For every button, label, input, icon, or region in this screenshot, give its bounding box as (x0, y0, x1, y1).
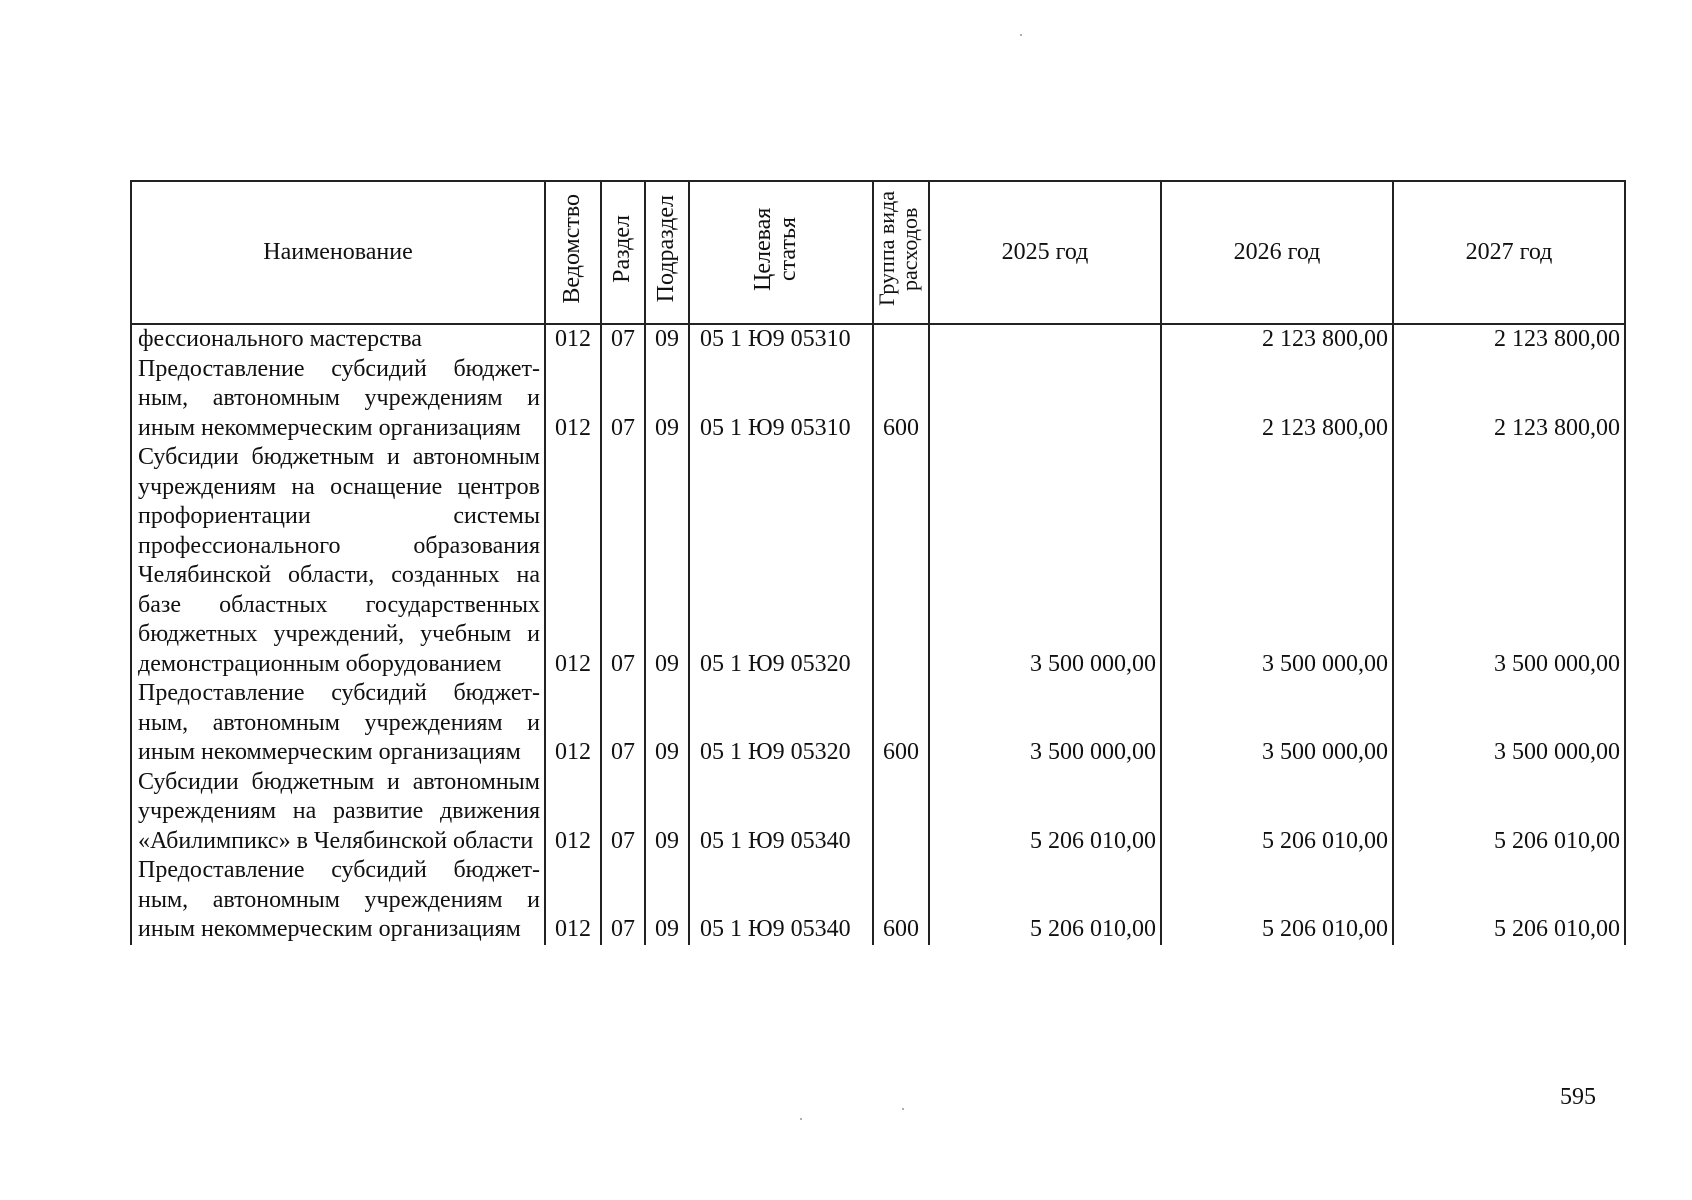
header-celevaya-statya-label: Целевая статья (750, 207, 802, 291)
header-gruppa-vida-rashodov (873, 181, 929, 324)
header-name (131, 181, 545, 324)
header-name-label: Наименование (263, 239, 413, 265)
row-podrazdel: 09 (645, 324, 689, 355)
row-razdel: 07 (601, 679, 645, 768)
header-celevaya-statya (689, 181, 873, 324)
header-year-2027-label: 2027 год (1465, 239, 1553, 265)
table-row (131, 856, 1625, 945)
header-year-2027 (1393, 181, 1625, 324)
row-razdel: 07 (601, 768, 645, 857)
row-group: 600 (873, 679, 929, 768)
row-2025: 5 206 010,00 (929, 768, 1161, 857)
row-target: 05 1 Ю9 05340 (689, 768, 873, 857)
header-vedomstvo-label: Ведомство (559, 194, 586, 304)
header-razdel (601, 181, 645, 324)
table-row (131, 324, 1625, 355)
row-vedomstvo: 012 (545, 856, 601, 945)
row-2025: 3 500 000,00 (929, 679, 1161, 768)
row-2027: 5 206 010,00 (1393, 856, 1625, 945)
row-2026: 3 500 000,00 (1161, 679, 1393, 768)
row-name: Предоставление субсидий бюджетным, автономным учреждениям и иным некоммерческим организациям (131, 856, 545, 945)
row-name: фессионального мастерства (131, 324, 545, 355)
budget-table-wrapper (130, 180, 1624, 945)
row-vedomstvo: 012 (545, 324, 601, 355)
row-target: 05 1 Ю9 05310 (689, 355, 873, 444)
row-name: Субсидии бюджетным и автономным учреждениям на оснащение центров профориентации системы профессионального образования Челябинской области, созданных на базе областных государственных бюджетных учреждений, учебным и демонстрационным оборудованием (131, 443, 545, 679)
row-podrazdel: 09 (645, 679, 689, 768)
header-year-2025-label: 2025 год (1001, 239, 1089, 265)
row-podrazdel: 09 (645, 768, 689, 857)
row-razdel: 07 (601, 355, 645, 444)
row-2027: 2 123 800,00 (1393, 324, 1625, 355)
header-podrazdel-label: Подраздел (653, 195, 680, 303)
row-razdel: 07 (601, 324, 645, 355)
row-group (873, 324, 929, 355)
row-name: Предоставление субсидий бюджетным, автономным учреждениям и иным некоммерческим организациям (131, 679, 545, 768)
header-row (131, 181, 1625, 324)
row-2027: 2 123 800,00 (1393, 355, 1625, 444)
row-target: 05 1 Ю9 05320 (689, 679, 873, 768)
row-razdel: 07 (601, 443, 645, 679)
row-vedomstvo: 012 (545, 768, 601, 857)
table-row (131, 355, 1625, 444)
row-podrazdel: 09 (645, 355, 689, 444)
budget-table (130, 180, 1626, 945)
header-gruppa-label: Группа вида расходов (874, 191, 923, 307)
row-vedomstvo: 012 (545, 679, 601, 768)
row-2025: 5 206 010,00 (929, 856, 1161, 945)
row-razdel: 07 (601, 856, 645, 945)
row-2026: 2 123 800,00 (1161, 355, 1393, 444)
scan-speck (1020, 34, 1022, 36)
row-group (873, 768, 929, 857)
header-podrazdel (645, 181, 689, 324)
table-row (131, 443, 1625, 679)
row-podrazdel: 09 (645, 856, 689, 945)
table-row (131, 679, 1625, 768)
header-razdel-label: Раздел (609, 215, 636, 283)
row-vedomstvo: 012 (545, 355, 601, 444)
row-group: 600 (873, 355, 929, 444)
table-row (131, 768, 1625, 857)
row-name: Субсидии бюджетным и автономным учреждениям на развитие движения «Абилимпикс» в Челябинской области (131, 768, 545, 857)
row-2025 (929, 355, 1161, 444)
row-vedomstvo: 012 (545, 443, 601, 679)
row-group (873, 443, 929, 679)
header-vedomstvo (545, 181, 601, 324)
header-year-2025 (929, 181, 1161, 324)
row-name: Предоставление субсидий бюджетным, автономным учреждениям и иным некоммерческим организациям (131, 355, 545, 444)
row-target: 05 1 Ю9 05310 (689, 324, 873, 355)
scan-speck (800, 1118, 802, 1120)
row-podrazdel: 09 (645, 443, 689, 679)
row-group: 600 (873, 856, 929, 945)
scan-speck (902, 1108, 904, 1110)
row-2026: 2 123 800,00 (1161, 324, 1393, 355)
header-year-2026 (1161, 181, 1393, 324)
row-2025: 3 500 000,00 (929, 443, 1161, 679)
row-2026: 5 206 010,00 (1161, 856, 1393, 945)
row-2026: 5 206 010,00 (1161, 768, 1393, 857)
row-target: 05 1 Ю9 05320 (689, 443, 873, 679)
header-year-2026-label: 2026 год (1233, 239, 1321, 265)
page-number: 595 (1560, 1084, 1596, 1110)
row-2026: 3 500 000,00 (1161, 443, 1393, 679)
row-2027: 5 206 010,00 (1393, 768, 1625, 857)
row-2027: 3 500 000,00 (1393, 443, 1625, 679)
row-target: 05 1 Ю9 05340 (689, 856, 873, 945)
row-2027: 3 500 000,00 (1393, 679, 1625, 768)
row-2025 (929, 324, 1161, 355)
